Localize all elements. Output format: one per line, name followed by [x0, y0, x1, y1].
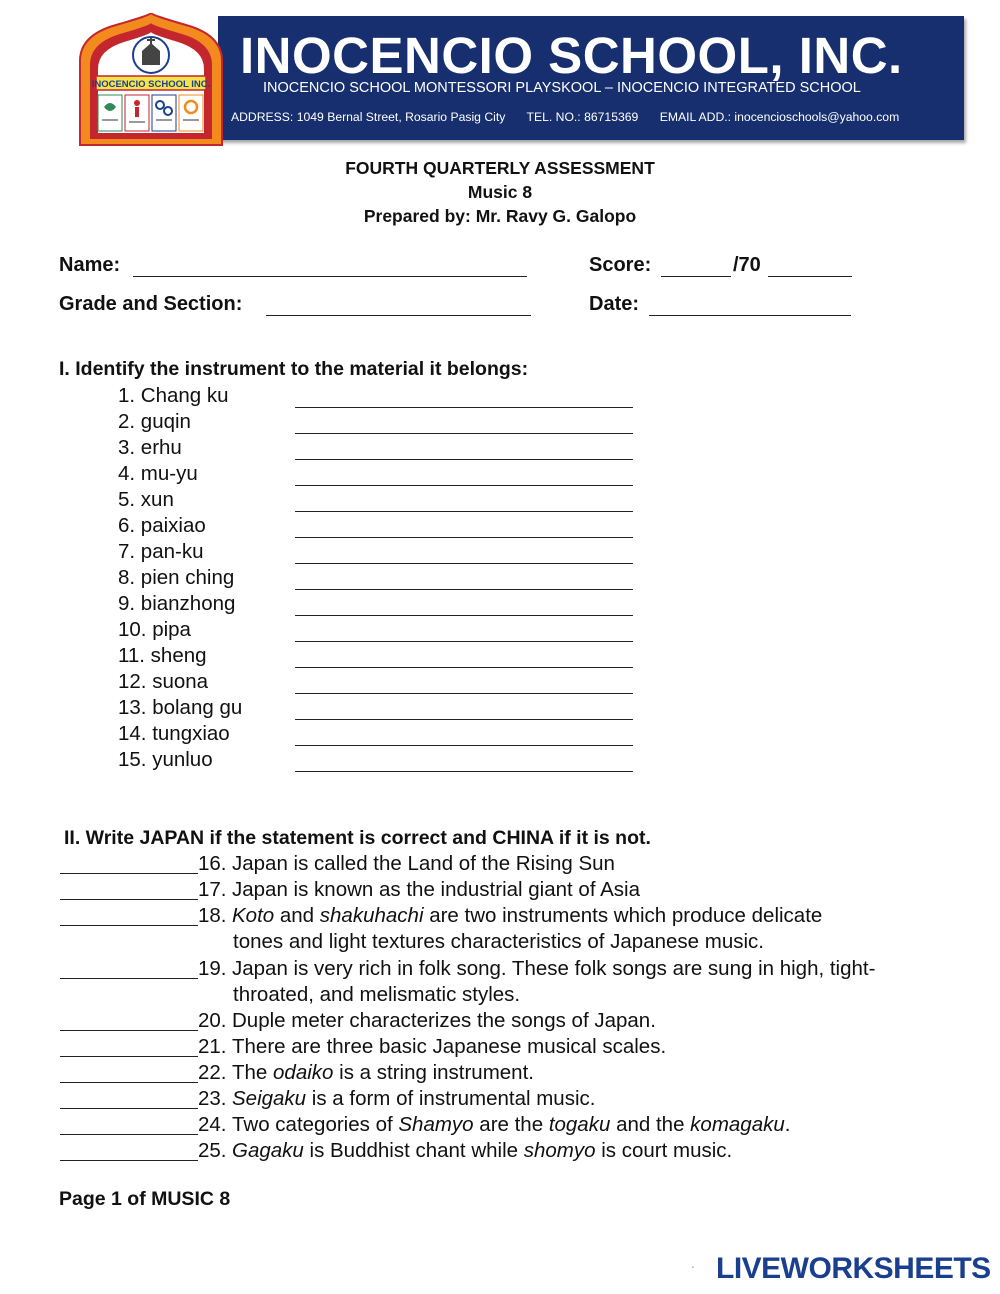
answer-line-3[interactable] — [295, 439, 633, 460]
instrument-item: 2. guqin — [118, 410, 191, 433]
question-number: 19. — [198, 957, 227, 980]
instrument-item: 6. paixiao — [118, 514, 206, 537]
term: togaku — [548, 1113, 611, 1136]
text: is a form of instrumental music. — [306, 1087, 596, 1110]
assessment-title: FOURTH QUARTERLY ASSESSMENT — [345, 158, 655, 178]
text: is Buddhist chant while — [303, 1139, 524, 1162]
school-address: ADDRESS: 1049 Bernal Street, Rosario Pasig City — [231, 110, 506, 124]
text: is court music. — [595, 1139, 733, 1162]
text: is a string instrument. — [333, 1061, 534, 1084]
liveworksheets-logo — [692, 1254, 714, 1280]
grade-section-input[interactable] — [266, 295, 531, 316]
instrument-item: 12. suona — [118, 670, 209, 693]
instrument-item: 10. pipa — [118, 618, 191, 641]
question-17: Japan is known as the industrial giant of Asia — [232, 878, 640, 901]
question-number: 21. — [198, 1035, 227, 1058]
school-tel: TEL. NO.: 86715369 — [526, 110, 639, 124]
question-19-cont: throated, and melismatic styles. — [233, 983, 521, 1006]
question-22 — [232, 1061, 534, 1085]
answer-blank-18[interactable] — [60, 905, 198, 926]
instrument-item: 14. tungxiao — [118, 722, 230, 745]
logo-tile-1 — [98, 95, 122, 131]
instrument-item: 8. pien ching — [118, 566, 235, 589]
answer-line-15[interactable] — [295, 751, 633, 772]
term: Shamyo — [398, 1113, 474, 1136]
answer-blank-23[interactable] — [60, 1088, 198, 1109]
answer-blank-21[interactable] — [60, 1036, 198, 1057]
question-24 — [232, 1113, 790, 1137]
question-16: Japan is called the Land of the Rising Sun — [232, 852, 615, 875]
question-number: 20. — [198, 1009, 227, 1032]
text: Two categories of — [232, 1113, 399, 1136]
grade-section-label: Grade and Section: — [59, 293, 243, 315]
instrument-item: 13. bolang gu — [118, 696, 243, 719]
name-label: Name: — [59, 254, 121, 276]
instrument-item: 3. erhu — [118, 436, 182, 459]
question-number: 23. — [198, 1087, 227, 1110]
text: . — [784, 1113, 791, 1136]
answer-blank-19[interactable] — [60, 958, 198, 979]
question-21: There are three basic Japanese musical scales. — [232, 1035, 667, 1058]
answer-line-8[interactable] — [295, 569, 633, 590]
school-subtitle: INOCENCIO SCHOOL MONTESSORI PLAYSKOOL – INOCENCIO INTEGRATED SCHOOL — [263, 80, 861, 96]
answer-blank-24[interactable] — [60, 1114, 198, 1135]
answer-line-6[interactable] — [295, 517, 633, 538]
answer-blank-22[interactable] — [60, 1062, 198, 1083]
question-number: 25. — [198, 1139, 227, 1162]
date-input[interactable] — [649, 295, 851, 316]
liveworksheets-wordmark: LIVEWORKSHEETS — [716, 1252, 991, 1285]
answer-line-4[interactable] — [295, 465, 633, 486]
question-number: 18. — [198, 904, 227, 927]
term: shakuhachi — [319, 904, 424, 927]
school-email: EMAIL ADD.: inocencioschools@yahoo.com — [659, 110, 900, 124]
question-number: 22. — [198, 1061, 227, 1084]
answer-line-10[interactable] — [295, 621, 633, 642]
text: are the — [473, 1113, 549, 1136]
question-23 — [232, 1087, 595, 1111]
answer-line-13[interactable] — [295, 699, 633, 720]
svg-text:INOCENCIO SCHOOL INC.: INOCENCIO SCHOOL INC. — [91, 79, 211, 90]
score-input[interactable] — [661, 256, 731, 277]
part1-heading: I. Identify the instrument to the material it belongs: — [59, 358, 529, 380]
text: are two instruments which produce delicate — [423, 904, 823, 927]
instrument-item: 11. sheng — [118, 644, 207, 667]
answer-line-12[interactable] — [295, 673, 633, 694]
score-trail-line — [768, 256, 852, 277]
term: shomyo — [523, 1139, 596, 1162]
question-20: Duple meter characterizes the songs of Japan. — [232, 1009, 656, 1032]
answer-blank-25[interactable] — [60, 1140, 198, 1161]
text: The — [232, 1061, 274, 1084]
score-total: /70 — [733, 254, 761, 276]
score-label: Score: — [589, 254, 652, 276]
answer-line-11[interactable] — [295, 647, 633, 668]
instrument-item: 9. bianzhong — [118, 592, 236, 615]
instrument-item: 15. yunluo — [118, 748, 213, 771]
answer-line-9[interactable] — [295, 595, 633, 616]
school-logo — [76, 13, 226, 147]
instrument-item: 4. mu-yu — [118, 462, 198, 485]
term: Seigaku — [232, 1087, 307, 1110]
answer-line-14[interactable] — [295, 725, 633, 746]
subject-title: Music 8 — [467, 182, 533, 202]
name-input[interactable] — [133, 256, 527, 277]
term: komagaku — [690, 1113, 785, 1136]
page-footer: Page 1 of MUSIC 8 — [59, 1188, 231, 1210]
instrument-item: 7. pan-ku — [118, 540, 204, 563]
school-contact — [231, 110, 899, 124]
question-19: Japan is very rich in folk song. These folk songs are sung in high, tight- — [232, 957, 876, 980]
question-number: 17. — [198, 878, 227, 901]
question-number: 24. — [198, 1113, 227, 1136]
text: and the — [610, 1113, 691, 1136]
question-18 — [232, 904, 822, 928]
question-18-cont: tones and light textures characteristics of Japanese music. — [233, 930, 764, 953]
term: Gagaku — [232, 1139, 304, 1162]
school-name: INOCENCIO SCHOOL, INC. — [240, 27, 903, 84]
text: and — [274, 904, 320, 927]
answer-line-1[interactable] — [295, 387, 633, 408]
answer-blank-17[interactable] — [60, 879, 198, 900]
instrument-item: 1. Chang ku — [118, 384, 229, 407]
answer-blank-16[interactable] — [60, 853, 198, 874]
answer-line-5[interactable] — [295, 491, 633, 512]
date-label: Date: — [589, 293, 640, 315]
term: odaiko — [273, 1061, 334, 1084]
answer-line-2[interactable] — [295, 413, 633, 434]
answer-blank-20[interactable] — [60, 1010, 198, 1031]
question-25 — [232, 1139, 732, 1163]
prepared-by: Prepared by: Mr. Ravy G. Galopo — [363, 206, 637, 226]
instrument-item: 5. xun — [118, 488, 174, 511]
term: Koto — [232, 904, 275, 927]
part2-heading: II. Write JAPAN if the statement is correct and CHINA if it is not. — [64, 827, 651, 849]
question-number: 16. — [198, 852, 227, 875]
answer-line-7[interactable] — [295, 543, 633, 564]
